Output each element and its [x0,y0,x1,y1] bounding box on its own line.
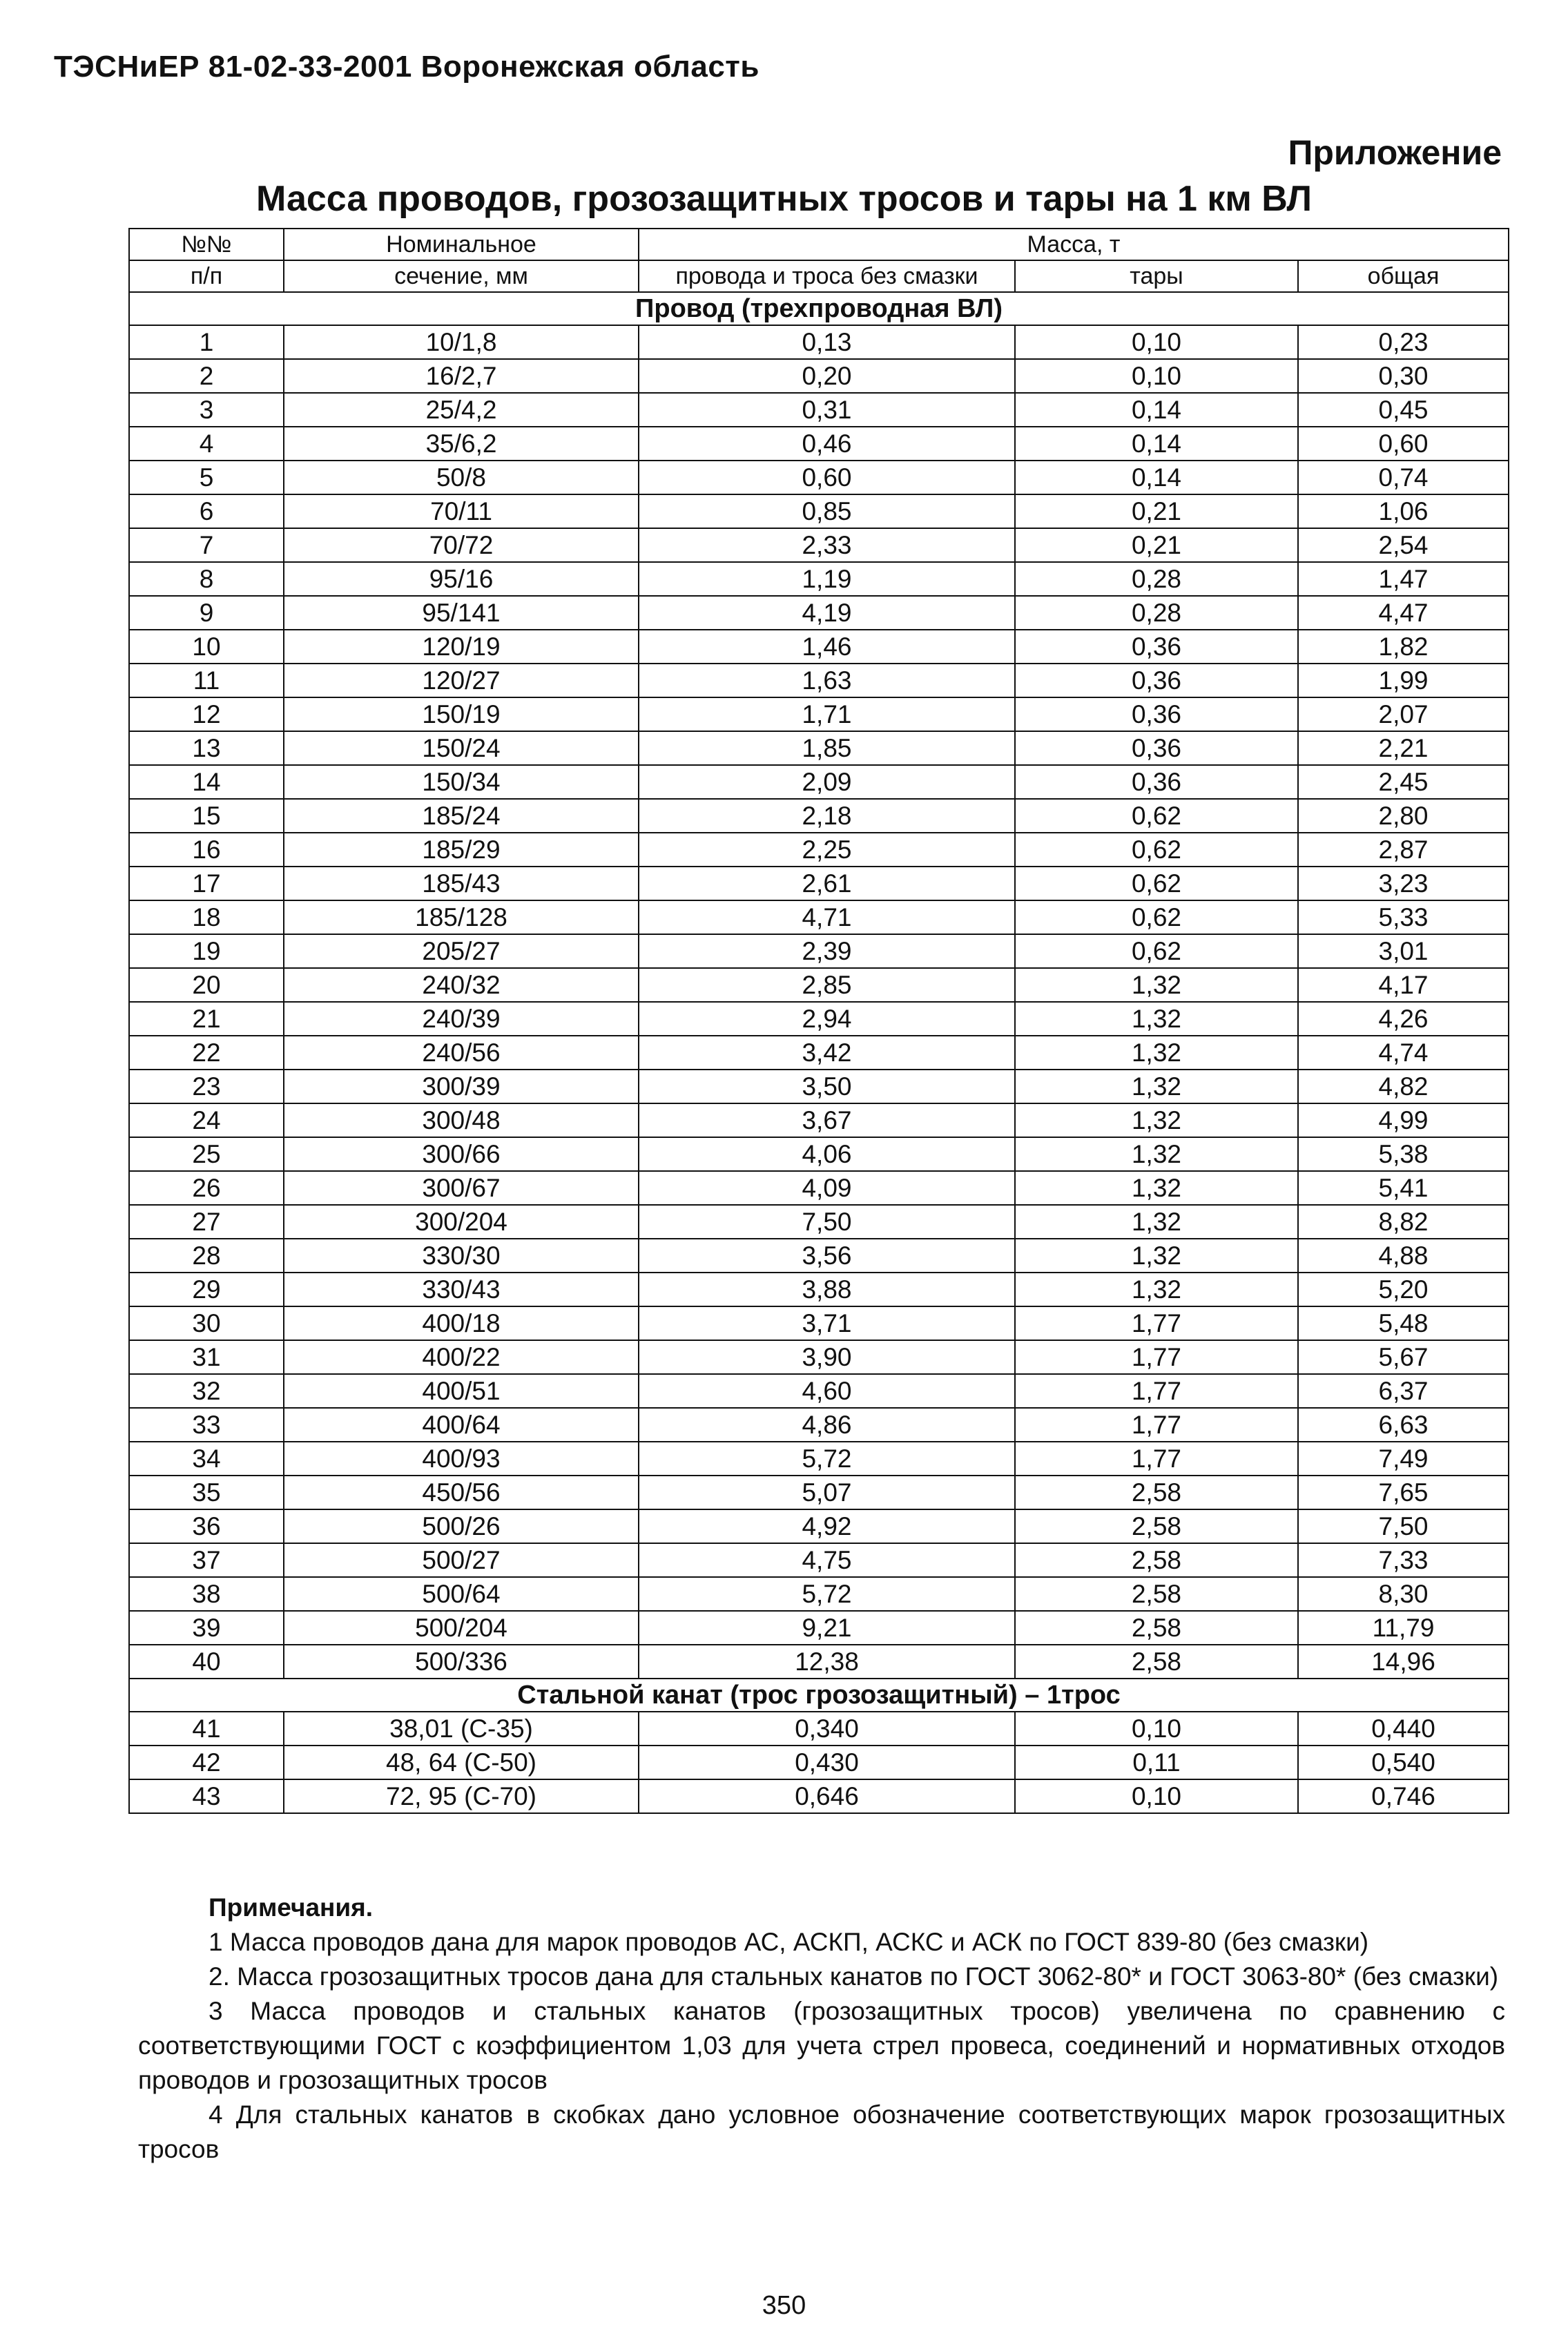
tare-mass-cell: 1,32 [1015,1273,1298,1306]
total-mass-cell: 0,440 [1298,1712,1509,1746]
nominal-section-cell: 185/29 [284,833,639,867]
nominal-section-cell: 300/48 [284,1103,639,1137]
tare-mass-cell: 0,62 [1015,934,1298,968]
row-number-cell: 18 [129,900,284,934]
tare-mass-cell: 2,58 [1015,1543,1298,1577]
tare-mass-cell: 0,11 [1015,1746,1298,1779]
table-row [129,562,1509,596]
row-number-cell: 14 [129,765,284,799]
row-number-cell: 4 [129,427,284,461]
table-row [129,1408,1509,1442]
total-mass-cell: 11,79 [1298,1611,1509,1645]
tare-mass-cell: 0,14 [1015,461,1298,494]
row-number-cell: 17 [129,867,284,900]
row-number-cell: 19 [129,934,284,968]
table-row [129,1340,1509,1374]
table-row [129,900,1509,934]
tare-mass-cell: 0,62 [1015,900,1298,934]
header-mass: Масса, т [639,229,1509,260]
total-mass-cell: 4,26 [1298,1002,1509,1036]
wire-mass-cell: 4,06 [639,1137,1015,1171]
table-row [129,1645,1509,1679]
tare-mass-cell: 1,32 [1015,1171,1298,1205]
nominal-section-cell: 25/4,2 [284,393,639,427]
wire-mass-cell: 0,13 [639,325,1015,359]
total-mass-cell: 4,17 [1298,968,1509,1002]
wire-mass-cell: 2,94 [639,1002,1015,1036]
tare-mass-cell: 1,32 [1015,1103,1298,1137]
nominal-section-cell: 300/204 [284,1205,639,1239]
note-item: 4 Для стальных канатов в скобках дано условное обозначение соответствующих марок грозозащитных тросов [138,2100,1505,2163]
tare-mass-cell: 0,10 [1015,1779,1298,1813]
wire-mass-cell: 0,46 [639,427,1015,461]
table-row [129,494,1509,528]
tare-mass-cell: 1,32 [1015,1070,1298,1103]
total-mass-cell: 8,82 [1298,1205,1509,1239]
tare-mass-cell: 0,28 [1015,562,1298,596]
nominal-section-cell: 450/56 [284,1476,639,1509]
total-mass-cell: 1,06 [1298,494,1509,528]
header-num-2: п/п [129,260,284,292]
total-mass-cell: 0,60 [1298,427,1509,461]
wire-mass-cell: 3,67 [639,1103,1015,1137]
row-number-cell: 36 [129,1509,284,1543]
wire-mass-cell: 7,50 [639,1205,1015,1239]
row-number-cell: 39 [129,1611,284,1645]
table-row [129,731,1509,765]
header-num-1: №№ [129,229,284,260]
tare-mass-cell: 1,77 [1015,1306,1298,1340]
total-mass-cell: 0,746 [1298,1779,1509,1813]
nominal-section-cell: 150/24 [284,731,639,765]
table-row [129,1036,1509,1070]
row-number-cell: 34 [129,1442,284,1476]
row-number-cell: 24 [129,1103,284,1137]
row-number-cell: 35 [129,1476,284,1509]
row-number-cell: 40 [129,1645,284,1679]
table-row [129,1746,1509,1779]
row-number-cell: 28 [129,1239,284,1273]
nominal-section-cell: 400/51 [284,1374,639,1408]
wire-mass-cell: 0,340 [639,1712,1015,1746]
table-row [129,1476,1509,1509]
row-number-cell: 23 [129,1070,284,1103]
row-number-cell: 16 [129,833,284,867]
total-mass-cell: 7,49 [1298,1442,1509,1476]
row-number-cell: 32 [129,1374,284,1408]
total-mass-cell: 0,23 [1298,325,1509,359]
wire-mass-cell: 3,56 [639,1239,1015,1273]
tare-mass-cell: 0,36 [1015,765,1298,799]
tare-mass-cell: 2,58 [1015,1645,1298,1679]
total-mass-cell: 5,67 [1298,1340,1509,1374]
nominal-section-cell: 48, 64 (С-50) [284,1746,639,1779]
wire-mass-cell: 9,21 [639,1611,1015,1645]
wire-mass-cell: 4,86 [639,1408,1015,1442]
nominal-section-cell: 240/32 [284,968,639,1002]
wire-mass-cell: 1,46 [639,630,1015,664]
nominal-section-cell: 35/6,2 [284,427,639,461]
wire-mass-cell: 2,33 [639,528,1015,562]
nominal-section-cell: 16/2,7 [284,359,639,393]
wire-mass-cell: 3,42 [639,1036,1015,1070]
wire-mass-cell: 4,19 [639,596,1015,630]
tare-mass-cell: 1,77 [1015,1340,1298,1374]
tare-mass-cell: 0,36 [1015,630,1298,664]
nominal-section-cell: 330/43 [284,1273,639,1306]
nominal-section-cell: 400/93 [284,1442,639,1476]
table-row [129,1611,1509,1645]
tare-mass-cell: 0,28 [1015,596,1298,630]
tare-mass-cell: 0,36 [1015,697,1298,731]
row-number-cell: 11 [129,664,284,697]
table-row [129,630,1509,664]
wire-mass-cell: 0,31 [639,393,1015,427]
tare-mass-cell: 0,14 [1015,393,1298,427]
row-number-cell: 41 [129,1712,284,1746]
tare-mass-cell: 0,10 [1015,325,1298,359]
wire-mass-cell: 2,09 [639,765,1015,799]
row-number-cell: 8 [129,562,284,596]
tare-mass-cell: 1,32 [1015,1239,1298,1273]
wire-mass-cell: 1,19 [639,562,1015,596]
wire-mass-cell: 4,92 [639,1509,1015,1543]
row-number-cell: 37 [129,1543,284,1577]
total-mass-cell: 5,41 [1298,1171,1509,1205]
wire-mass-cell: 4,71 [639,900,1015,934]
total-mass-cell: 0,45 [1298,393,1509,427]
table-row [129,1374,1509,1408]
row-number-cell: 22 [129,1036,284,1070]
nominal-section-cell: 500/26 [284,1509,639,1543]
total-mass-cell: 3,01 [1298,934,1509,968]
table-row [129,1002,1509,1036]
row-number-cell: 6 [129,494,284,528]
table-row [129,1239,1509,1273]
nominal-section-cell: 72, 95 (С-70) [284,1779,639,1813]
note-item: 1 Масса проводов дана для марок проводов АС, АСКП, АСКС и АСК по ГОСТ 839-80 (без смазки) [209,1928,1369,1956]
notes [138,1891,1505,2167]
total-mass-cell: 4,99 [1298,1103,1509,1137]
wire-mass-cell: 0,85 [639,494,1015,528]
row-number-cell: 10 [129,630,284,664]
total-mass-cell: 4,82 [1298,1070,1509,1103]
wire-mass-cell: 3,50 [639,1070,1015,1103]
total-mass-cell: 7,50 [1298,1509,1509,1543]
nominal-section-cell: 300/67 [284,1171,639,1205]
row-number-cell: 27 [129,1205,284,1239]
total-mass-cell: 7,65 [1298,1476,1509,1509]
wire-mass-cell: 4,75 [639,1543,1015,1577]
row-number-cell: 5 [129,461,284,494]
table-row [129,765,1509,799]
total-mass-cell: 2,87 [1298,833,1509,867]
wire-mass-cell: 0,430 [639,1746,1015,1779]
table-row [129,325,1509,359]
nominal-section-cell: 400/22 [284,1340,639,1374]
wire-mass-cell: 0,60 [639,461,1015,494]
nominal-section-cell: 95/16 [284,562,639,596]
table-row [129,799,1509,833]
total-mass-cell: 1,47 [1298,562,1509,596]
total-mass-cell: 0,540 [1298,1746,1509,1779]
table-row [129,427,1509,461]
mass-table [128,228,1509,1814]
table-row [129,596,1509,630]
total-mass-cell: 4,88 [1298,1239,1509,1273]
tare-mass-cell: 1,32 [1015,1002,1298,1036]
table-row [129,697,1509,731]
nominal-section-cell: 10/1,8 [284,325,639,359]
row-number-cell: 20 [129,968,284,1002]
nominal-section-cell: 500/64 [284,1577,639,1611]
wire-mass-cell: 5,72 [639,1577,1015,1611]
tare-mass-cell: 2,58 [1015,1509,1298,1543]
table-row [129,528,1509,562]
total-mass-cell: 2,07 [1298,697,1509,731]
table-row [129,833,1509,867]
nominal-section-cell: 330/30 [284,1239,639,1273]
row-number-cell: 1 [129,325,284,359]
wire-mass-cell: 2,61 [639,867,1015,900]
table-row [129,968,1509,1002]
row-number-cell: 3 [129,393,284,427]
total-mass-cell: 2,21 [1298,731,1509,765]
nominal-section-cell: 185/24 [284,799,639,833]
wire-mass-cell: 4,09 [639,1171,1015,1205]
tare-mass-cell: 0,10 [1015,359,1298,393]
total-mass-cell: 2,45 [1298,765,1509,799]
nominal-section-cell: 240/56 [284,1036,639,1070]
row-number-cell: 9 [129,596,284,630]
tare-mass-cell: 0,21 [1015,494,1298,528]
total-mass-cell: 0,74 [1298,461,1509,494]
row-number-cell: 26 [129,1171,284,1205]
nominal-section-cell: 500/336 [284,1645,639,1679]
wire-mass-cell: 3,88 [639,1273,1015,1306]
nominal-section-cell: 38,01 (С-35) [284,1712,639,1746]
total-mass-cell: 7,33 [1298,1543,1509,1577]
wire-mass-cell: 2,25 [639,833,1015,867]
nominal-section-cell: 70/72 [284,528,639,562]
tare-mass-cell: 0,36 [1015,664,1298,697]
wire-mass-cell: 5,07 [639,1476,1015,1509]
nominal-section-cell: 500/204 [284,1611,639,1645]
wire-mass-cell: 1,63 [639,664,1015,697]
table-row [129,1442,1509,1476]
row-number-cell: 7 [129,528,284,562]
tare-mass-cell: 1,77 [1015,1442,1298,1476]
nominal-section-cell: 240/39 [284,1002,639,1036]
table-row [129,664,1509,697]
table-row [129,359,1509,393]
tare-mass-cell: 1,32 [1015,1205,1298,1239]
row-number-cell: 33 [129,1408,284,1442]
wire-mass-cell: 2,39 [639,934,1015,968]
table-row [129,1273,1509,1306]
row-number-cell: 43 [129,1779,284,1813]
tare-mass-cell: 0,62 [1015,799,1298,833]
tare-mass-cell: 1,32 [1015,968,1298,1002]
total-mass-cell: 2,80 [1298,799,1509,833]
total-mass-cell: 6,63 [1298,1408,1509,1442]
table-row [129,1779,1509,1813]
table-row [129,934,1509,968]
nominal-section-cell: 400/18 [284,1306,639,1340]
total-mass-cell: 2,54 [1298,528,1509,562]
total-mass-cell: 5,33 [1298,900,1509,934]
total-mass-cell: 5,20 [1298,1273,1509,1306]
page-title: Масса проводов, грозозащитных тросов и тары на 1 км ВЛ [256,179,1312,219]
nominal-section-cell: 150/34 [284,765,639,799]
row-number-cell: 12 [129,697,284,731]
header-wire: провода и троса без смазки [639,260,1015,292]
row-number-cell: 31 [129,1340,284,1374]
page-number: 350 [762,2291,806,2320]
tare-mass-cell: 0,14 [1015,427,1298,461]
nominal-section-cell: 205/27 [284,934,639,968]
wire-mass-cell: 3,90 [639,1340,1015,1374]
total-mass-cell: 1,82 [1298,630,1509,664]
wire-mass-cell: 1,71 [639,697,1015,731]
row-number-cell: 38 [129,1577,284,1611]
table-row [129,1306,1509,1340]
table-row [129,461,1509,494]
nominal-section-cell: 50/8 [284,461,639,494]
table-row [129,1137,1509,1171]
table-row [129,1070,1509,1103]
total-mass-cell: 4,74 [1298,1036,1509,1070]
total-mass-cell: 4,47 [1298,596,1509,630]
section-wire-heading: Провод (трехпроводная ВЛ) [129,292,1509,325]
table-row [129,1509,1509,1543]
nominal-section-cell: 185/43 [284,867,639,900]
wire-mass-cell: 12,38 [639,1645,1015,1679]
header-section-1: Номинальное [284,229,639,260]
total-mass-cell: 0,30 [1298,359,1509,393]
wire-mass-cell: 1,85 [639,731,1015,765]
table-row [129,1103,1509,1137]
table-row [129,867,1509,900]
appendix-label: Приложение [1288,133,1502,172]
wire-mass-cell: 3,71 [639,1306,1015,1340]
table-row [129,1543,1509,1577]
nominal-section-cell: 95/141 [284,596,639,630]
note-item: 2. Масса грозозащитных тросов дана для стальных канатов по ГОСТ 3062-80* и ГОСТ 3063-80* (без смазки) [209,1962,1499,1991]
total-mass-cell: 3,23 [1298,867,1509,900]
nominal-section-cell: 300/39 [284,1070,639,1103]
row-number-cell: 21 [129,1002,284,1036]
nominal-section-cell: 120/19 [284,630,639,664]
tare-mass-cell: 2,58 [1015,1611,1298,1645]
tare-mass-cell: 1,32 [1015,1036,1298,1070]
total-mass-cell: 8,30 [1298,1577,1509,1611]
header-total: общая [1298,260,1509,292]
tare-mass-cell: 0,21 [1015,528,1298,562]
total-mass-cell: 14,96 [1298,1645,1509,1679]
tare-mass-cell: 0,62 [1015,833,1298,867]
total-mass-cell: 1,99 [1298,664,1509,697]
nominal-section-cell: 150/19 [284,697,639,731]
tare-mass-cell: 0,62 [1015,867,1298,900]
nominal-section-cell: 300/66 [284,1137,639,1171]
table-row [129,1712,1509,1746]
wire-mass-cell: 2,18 [639,799,1015,833]
table-row [129,393,1509,427]
notes-heading: Примечания. [209,1893,373,1922]
wire-mass-cell: 0,646 [639,1779,1015,1813]
table-row [129,1577,1509,1611]
row-number-cell: 42 [129,1746,284,1779]
total-mass-cell: 6,37 [1298,1374,1509,1408]
row-number-cell: 2 [129,359,284,393]
total-mass-cell: 5,48 [1298,1306,1509,1340]
tare-mass-cell: 1,32 [1015,1137,1298,1171]
total-mass-cell: 5,38 [1298,1137,1509,1171]
row-number-cell: 25 [129,1137,284,1171]
section-cable-heading: Стальной канат (трос грозозащитный) – 1трос [129,1679,1509,1712]
wire-mass-cell: 4,60 [639,1374,1015,1408]
tare-mass-cell: 0,36 [1015,731,1298,765]
nominal-section-cell: 120/27 [284,664,639,697]
nominal-section-cell: 400/64 [284,1408,639,1442]
tare-mass-cell: 2,58 [1015,1577,1298,1611]
tare-mass-cell: 1,77 [1015,1408,1298,1442]
row-number-cell: 29 [129,1273,284,1306]
wire-mass-cell: 2,85 [639,968,1015,1002]
row-number-cell: 30 [129,1306,284,1340]
row-number-cell: 15 [129,799,284,833]
row-number-cell: 13 [129,731,284,765]
running-head: ТЭСНиЕР 81-02-33-2001 Воронежская область [54,50,759,84]
wire-mass-cell: 0,20 [639,359,1015,393]
table-row [129,1171,1509,1205]
tare-mass-cell: 1,77 [1015,1374,1298,1408]
header-section-2: сечение, мм [284,260,639,292]
table-row [129,1205,1509,1239]
nominal-section-cell: 70/11 [284,494,639,528]
note-item: 3 Масса проводов и стальных канатов (грозозащитных тросов) увеличена по сравнению с соответствующими ГОСТ с коэффициентом 1,03 для учета стрел провеса, соединений и нормативных отходов проводов и грозозащитных тросов [138,1997,1505,2094]
nominal-section-cell: 185/128 [284,900,639,934]
tare-mass-cell: 0,10 [1015,1712,1298,1746]
nominal-section-cell: 500/27 [284,1543,639,1577]
tare-mass-cell: 2,58 [1015,1476,1298,1509]
wire-mass-cell: 5,72 [639,1442,1015,1476]
header-tare: тары [1015,260,1298,292]
